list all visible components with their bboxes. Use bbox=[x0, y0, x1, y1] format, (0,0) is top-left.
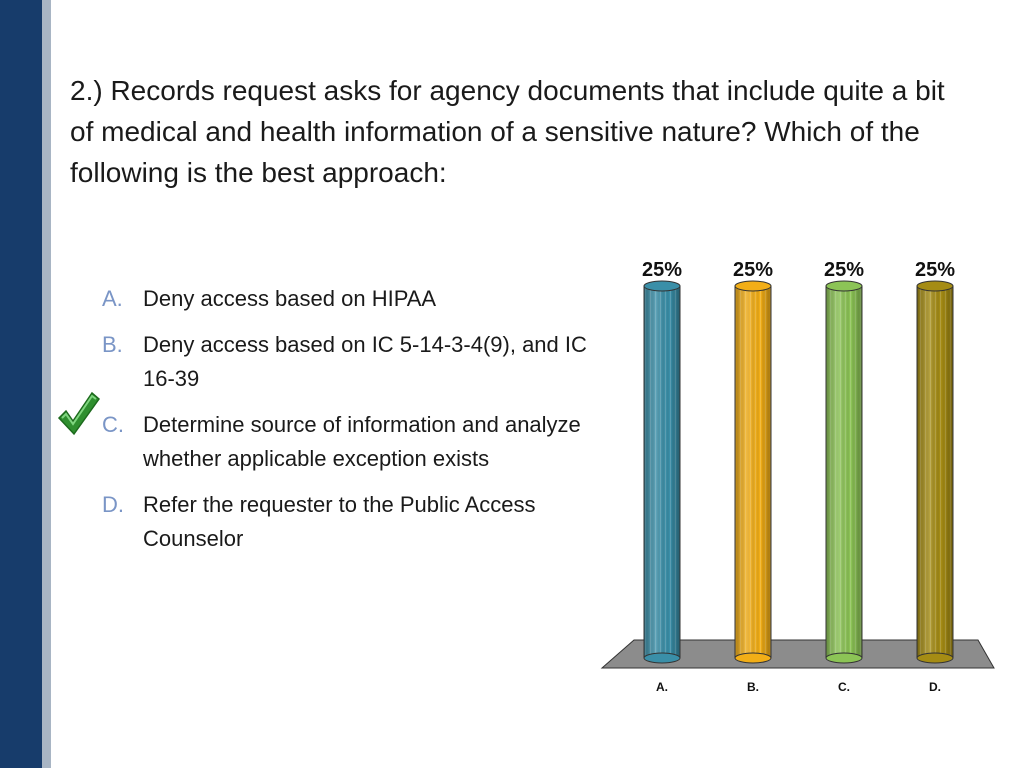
slide-accent-bar bbox=[0, 0, 42, 768]
checkmark-icon bbox=[56, 390, 100, 438]
option-text: Determine source of information and analyze whether applicable exception exists bbox=[143, 412, 581, 471]
bar-shading bbox=[644, 286, 680, 658]
bar-base bbox=[826, 653, 862, 663]
question-title: 2.) Records request asks for agency documents that include quite a bit of medical and health information of a sensitive nature? Which of the following is the best approach: bbox=[70, 75, 945, 188]
bar-value-label: 25% bbox=[732, 259, 774, 281]
option-text: Deny access based on IC 5-14-3-4(9), and IC 16-39 bbox=[143, 332, 587, 391]
results-bar-chart bbox=[590, 240, 1010, 710]
bar-3 bbox=[824, 259, 864, 694]
category-label: B. bbox=[747, 680, 759, 694]
option-letter: D. bbox=[102, 492, 124, 517]
bar-value-label: 25% bbox=[641, 259, 683, 281]
category-label: D. bbox=[929, 680, 941, 694]
bar-cap bbox=[917, 281, 953, 291]
bar-shading bbox=[735, 286, 771, 658]
option-b[interactable] bbox=[100, 328, 600, 396]
slide-accent-stripe bbox=[42, 0, 51, 768]
bar-cap bbox=[735, 281, 771, 291]
bar-value-label: 25% bbox=[914, 259, 956, 281]
bar-shading bbox=[917, 286, 953, 658]
bar-4 bbox=[915, 259, 955, 694]
option-letter: B. bbox=[102, 332, 123, 357]
category-label: A. bbox=[656, 680, 668, 694]
bar-value-label: 25% bbox=[823, 259, 865, 281]
bar-shading bbox=[826, 286, 862, 658]
option-text: Deny access based on HIPAA bbox=[143, 286, 437, 311]
category-label: C. bbox=[838, 680, 850, 694]
bar-2 bbox=[733, 259, 773, 694]
option-letter: A. bbox=[102, 286, 123, 311]
option-letter: C. bbox=[102, 412, 124, 437]
bar-cap bbox=[644, 281, 680, 291]
bar-base bbox=[735, 653, 771, 663]
option-d[interactable] bbox=[100, 488, 600, 556]
bar-cap bbox=[826, 281, 862, 291]
option-a[interactable] bbox=[100, 282, 600, 316]
bar-1 bbox=[642, 259, 682, 694]
bar-base bbox=[644, 653, 680, 663]
bar-base bbox=[917, 653, 953, 663]
answer-options bbox=[100, 282, 600, 568]
option-text: Refer the requester to the Public Access Counselor bbox=[143, 492, 536, 551]
option-c[interactable] bbox=[100, 408, 600, 476]
